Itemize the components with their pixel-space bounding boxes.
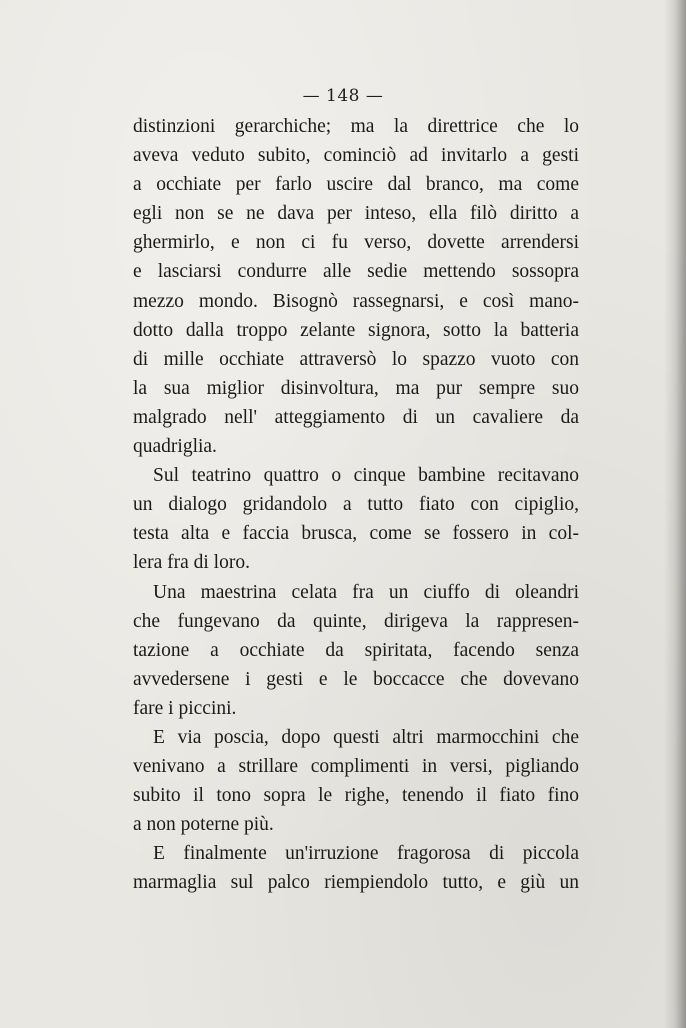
body-text	[133, 112, 579, 898]
page-gutter-shadow	[664, 0, 686, 1028]
text-line: ghermirlo, e non ci fu verso, dovette arrendersi	[133, 232, 579, 254]
text-line: a non poterne più.	[133, 814, 274, 836]
text-line: un dialogo gridandolo a tutto fiato con cipiglio,	[133, 494, 579, 516]
text-line: che fungevano da quinte, dirigeva la rappresen-	[133, 610, 579, 632]
text-line: venivano a strillare complimenti in versi, pigliando	[133, 756, 579, 778]
text-line: quadriglia.	[133, 436, 217, 458]
text-line: subito il tono sopra le righe, tenendo il fiato fino	[133, 785, 579, 807]
text-line: testa alta e faccia brusca, come se fossero in col-	[133, 523, 579, 545]
text-line: E finalmente un'irruzione fragorosa di piccola	[153, 843, 579, 865]
text-line: e lasciarsi condurre alle sedie mettendo sossopra	[133, 261, 579, 283]
text-line: marmaglia sul palco riempiendolo tutto, e giù un	[133, 872, 579, 894]
text-line: fare i piccini.	[133, 697, 237, 719]
text-line: E via poscia, dopo questi altri marmocchini che	[153, 726, 579, 748]
text-line: distinzioni gerarchiche; ma la direttrice che lo	[133, 116, 579, 137]
text-line: di mille occhiate attraversò lo spazzo vuoto con	[133, 348, 579, 370]
text-line: malgrado nell' atteggiamento di un cavaliere da	[133, 406, 579, 428]
text-line: tazione a occhiate da spiritata, facendo senza	[133, 639, 579, 661]
text-line: egli non se ne dava per inteso, ella filò diritto a	[133, 203, 579, 225]
text-line: aveva veduto subito, cominciò ad invitarlo a gesti	[133, 145, 579, 167]
text-line: a occhiate per farlo uscire dal branco, ma come	[133, 174, 579, 196]
page-number: — 148 —	[302, 86, 384, 106]
text-line: Sul teatrino quattro o cinque bambine recitavano	[153, 465, 579, 487]
text-line: Una maestrina celata fra un ciuffo di oleandri	[153, 581, 579, 603]
text-line: avvedersene i gesti e le boccacce che dovevano	[133, 668, 579, 690]
text-line: la sua miglior disinvoltura, ma pur sempre suo	[133, 377, 579, 399]
text-line: dotto dalla troppo zelante signora, sotto la batteria	[133, 319, 579, 341]
text-line: lera fra di loro.	[133, 552, 250, 574]
text-line: mezzo mondo. Bisognò rassegnarsi, e così mano-	[133, 290, 579, 312]
